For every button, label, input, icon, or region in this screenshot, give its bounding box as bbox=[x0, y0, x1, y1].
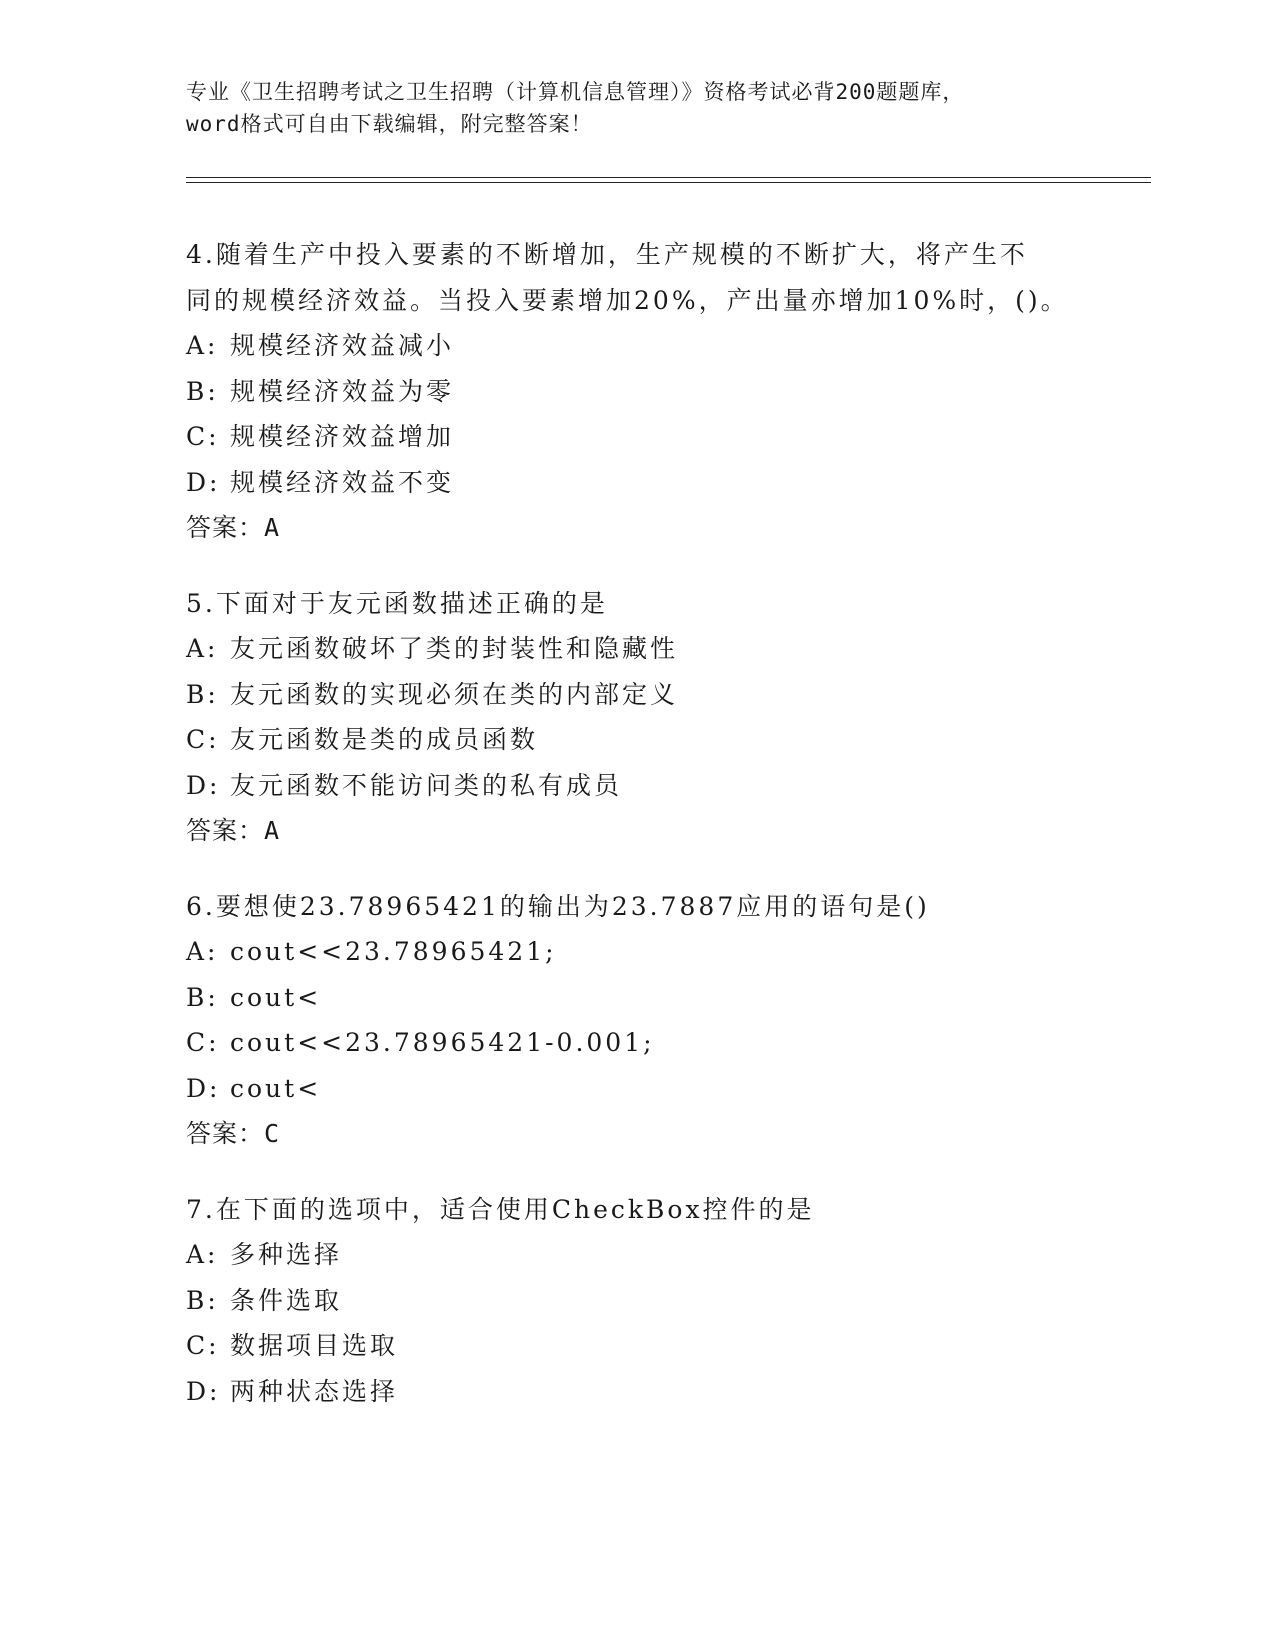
question-5 bbox=[186, 581, 1106, 854]
option-text: 友元函数的实现必须在类的内部定义 bbox=[230, 679, 679, 709]
option-text: 多种选择 bbox=[230, 1240, 343, 1269]
option-c bbox=[186, 717, 1106, 763]
option-letter: A: bbox=[186, 1240, 219, 1269]
option-text: 条件选取 bbox=[230, 1285, 343, 1315]
question-7 bbox=[186, 1187, 1106, 1415]
question-4 bbox=[186, 232, 1106, 551]
option-text: 规模经济效益增加 bbox=[230, 422, 455, 451]
option-letter: B: bbox=[186, 1285, 219, 1315]
option-c bbox=[186, 414, 1106, 460]
option-c bbox=[186, 1020, 1106, 1066]
option-text: cout< bbox=[230, 1073, 322, 1103]
question-text: 5.下面对于友元函数描述正确的是 bbox=[186, 588, 608, 618]
option-text: 规模经济效益减小 bbox=[230, 331, 455, 360]
option-a bbox=[186, 929, 1106, 975]
option-letter: A: bbox=[186, 937, 219, 966]
header-line-2: word格式可自由下载编辑，附完整答案！ bbox=[186, 112, 593, 136]
option-letter: A: bbox=[186, 331, 219, 360]
option-a bbox=[186, 626, 1106, 672]
option-text: cout<<23.78965421; bbox=[230, 937, 557, 966]
option-letter: B: bbox=[186, 376, 219, 406]
option-letter: D: bbox=[186, 1376, 221, 1406]
option-c bbox=[186, 1323, 1106, 1369]
option-text: 规模经济效益不变 bbox=[230, 467, 455, 497]
option-text: 友元函数破坏了类的封装性和隐藏性 bbox=[230, 634, 679, 663]
option-letter: C: bbox=[186, 1028, 220, 1057]
option-a bbox=[186, 1232, 1106, 1278]
header-divider-top bbox=[186, 177, 1151, 178]
question-text: 4.随着生产中投入要素的不断增加，生产规模的不断扩大，将产生不 bbox=[186, 240, 1028, 269]
option-d bbox=[186, 460, 1106, 506]
option-text: cout<<23.78965421-0.001; bbox=[230, 1028, 655, 1057]
option-letter: B: bbox=[186, 679, 219, 709]
option-b bbox=[186, 672, 1106, 718]
option-d bbox=[186, 1066, 1106, 1112]
question-text: 7.在下面的选项中，适合使用CheckBox控件的是 bbox=[186, 1194, 815, 1224]
option-text: 数据项目选取 bbox=[230, 1331, 399, 1360]
answer-label: 答案：A bbox=[186, 513, 281, 542]
question-text: 6.要想使23.78965421的输出为23.7887应用的语句是() bbox=[186, 891, 930, 921]
question-text: 同的规模经济效益。当投入要素增加20%，产出量亦增加10%时，()。 bbox=[186, 285, 1069, 315]
header-divider-bottom bbox=[186, 182, 1151, 183]
option-letter: C: bbox=[186, 422, 220, 451]
option-d bbox=[186, 763, 1106, 809]
option-letter: A: bbox=[186, 634, 219, 663]
option-a bbox=[186, 323, 1106, 369]
option-d bbox=[186, 1369, 1106, 1415]
document-header bbox=[186, 76, 1086, 140]
option-text: cout< bbox=[230, 982, 322, 1012]
option-letter: D: bbox=[186, 770, 221, 800]
option-letter: C: bbox=[186, 725, 220, 754]
option-letter: C: bbox=[186, 1331, 220, 1360]
answer-label: 答案：C bbox=[186, 1119, 281, 1148]
option-b bbox=[186, 975, 1106, 1021]
option-letter: D: bbox=[186, 467, 221, 497]
option-text: 友元函数不能访问类的私有成员 bbox=[230, 770, 623, 800]
question-list bbox=[186, 232, 1106, 1444]
option-letter: B: bbox=[186, 982, 219, 1012]
option-text: 两种状态选择 bbox=[230, 1376, 399, 1406]
header-line-1: 专业《卫生招聘考试之卫生招聘（计算机信息管理）》资格考试必背200题题库， bbox=[186, 80, 965, 104]
option-text: 规模经济效益为零 bbox=[230, 376, 455, 406]
option-b bbox=[186, 369, 1106, 415]
question-6 bbox=[186, 884, 1106, 1157]
answer-label: 答案：A bbox=[186, 816, 281, 845]
option-letter: D: bbox=[186, 1073, 221, 1103]
option-text: 友元函数是类的成员函数 bbox=[230, 725, 539, 754]
option-b bbox=[186, 1278, 1106, 1324]
